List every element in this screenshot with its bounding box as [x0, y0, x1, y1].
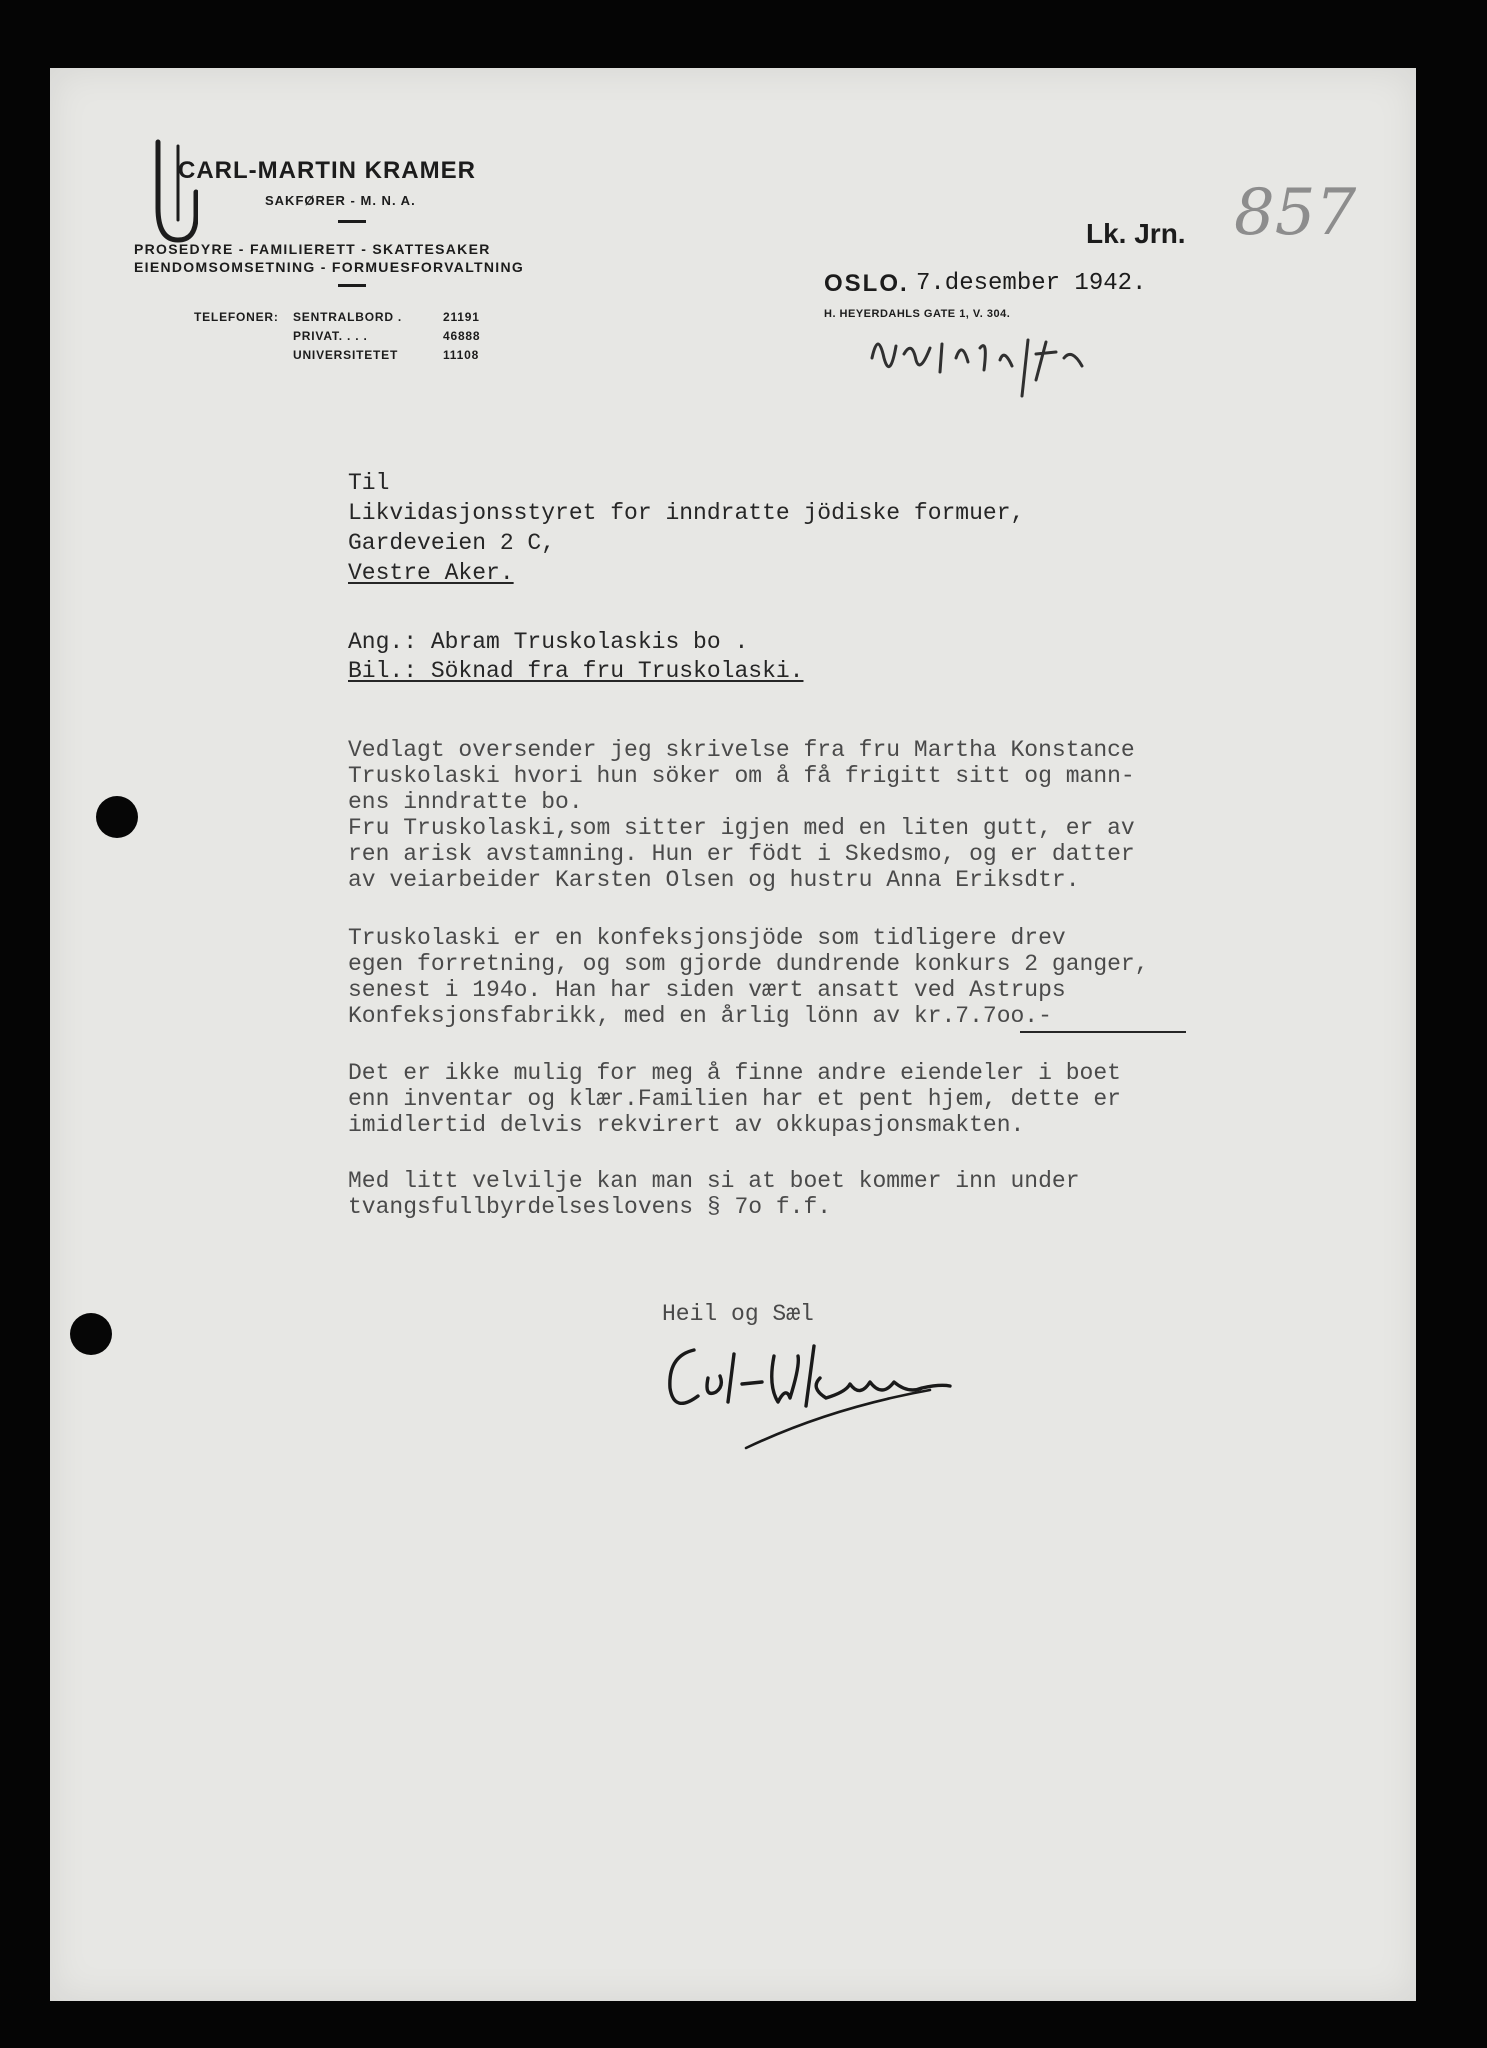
recipient-line-3: Vestre Aker. — [348, 560, 514, 586]
subject-line: Ang.: Abram Truskolaskis bo . — [348, 629, 749, 655]
place: OSLO. — [824, 270, 909, 297]
letterhead-services-1: PROSEDYRE - FAMILIERETT - SKATTESAKER — [134, 241, 491, 257]
letterhead-name: CARL-MARTIN KRAMER — [178, 157, 476, 184]
body-line: Truskolaski er en konfeksjonsjöde som tidligere drev — [348, 925, 1066, 951]
enclosure-line: Bil.: Söknad fra fru Truskolaski. — [348, 658, 804, 684]
body-line: tvangsfullbyrdelseslovens § 7o f.f. — [348, 1194, 832, 1220]
phone-label-university: UNIVERSITETET — [293, 348, 399, 362]
letter-date: 7.desember 1942. — [916, 270, 1147, 297]
recipient-to: Til — [348, 470, 390, 496]
letterhead-services-2: EIENDOMSOMSETNING - FORMUESFORVALTNING — [134, 259, 525, 275]
body-line: Vedlagt oversender jeg skrivelse fra fru Martha Konstance — [348, 737, 1135, 763]
letterhead-divider — [338, 284, 366, 287]
phone-label-private: PRIVAT. . . . — [293, 329, 368, 343]
closing: Heil og Sæl — [662, 1301, 814, 1327]
punch-hole-top — [96, 796, 138, 838]
sender-address: H. HEYERDAHLS GATE 1, V. 304. — [824, 308, 1011, 320]
phone-label-switchboard: SENTRALBORD . — [293, 310, 403, 324]
body-line: Konfeksjonsfabrikk, med en årlig lönn av kr.7.7oo.- — [348, 1003, 1052, 1029]
punch-hole-bottom — [70, 1313, 112, 1355]
letterhead-title: SAKFØRER - M. N. A. — [265, 193, 416, 208]
body-line: Fru Truskolaski,som sitter igjen med en liten gutt, er av — [348, 815, 1135, 841]
letterhead-logo-icon — [138, 136, 198, 246]
recipient-line-1: Likvidasjonsstyret for inndratte jödiske formuer, — [348, 500, 1025, 526]
journal-number-handwritten: 857 — [1234, 176, 1357, 250]
body-line: enn inventar og klær.Familien har et pent hjem, dette er — [348, 1086, 1121, 1112]
phone-number-switchboard: 21191 — [443, 310, 480, 324]
body-line: ens inndratte bo. — [348, 789, 583, 815]
salary-underline — [1020, 1031, 1186, 1033]
body-line: senest i 194o. Han har siden vært ansatt ved Astrups — [348, 977, 1066, 1003]
body-line: Truskolaski hvori hun söker om å få frigitt sitt og mann- — [348, 763, 1135, 789]
phone-number-university: 11108 — [443, 348, 480, 362]
handwritten-annotation — [860, 318, 1140, 398]
phone-label: TELEFONER: — [194, 310, 279, 324]
signature-icon — [650, 1326, 990, 1456]
body-line: av veiarbeider Karsten Olsen og hustru Anna Eriksdtr. — [348, 867, 1080, 893]
body-line: Det er ikke mulig for meg å finne andre eiendeler i boet — [348, 1060, 1121, 1086]
body-line: egen forretning, og som gjorde dundrende konkurs 2 ganger, — [348, 951, 1149, 977]
letter-page — [50, 68, 1416, 2001]
letterhead-divider — [338, 220, 366, 223]
recipient-line-2: Gardeveien 2 C, — [348, 530, 556, 556]
body-line: imidlertid delvis rekvirert av okkupasjonsmakten. — [348, 1112, 1025, 1138]
body-line: ren arisk avstamning. Hun er födt i Skedsmo, og er datter — [348, 841, 1135, 867]
phone-number-private: 46888 — [443, 329, 481, 343]
body-line: Med litt velvilje kan man si at boet kommer inn under — [348, 1168, 1080, 1194]
journal-label: Lk. Jrn. — [1086, 218, 1186, 249]
